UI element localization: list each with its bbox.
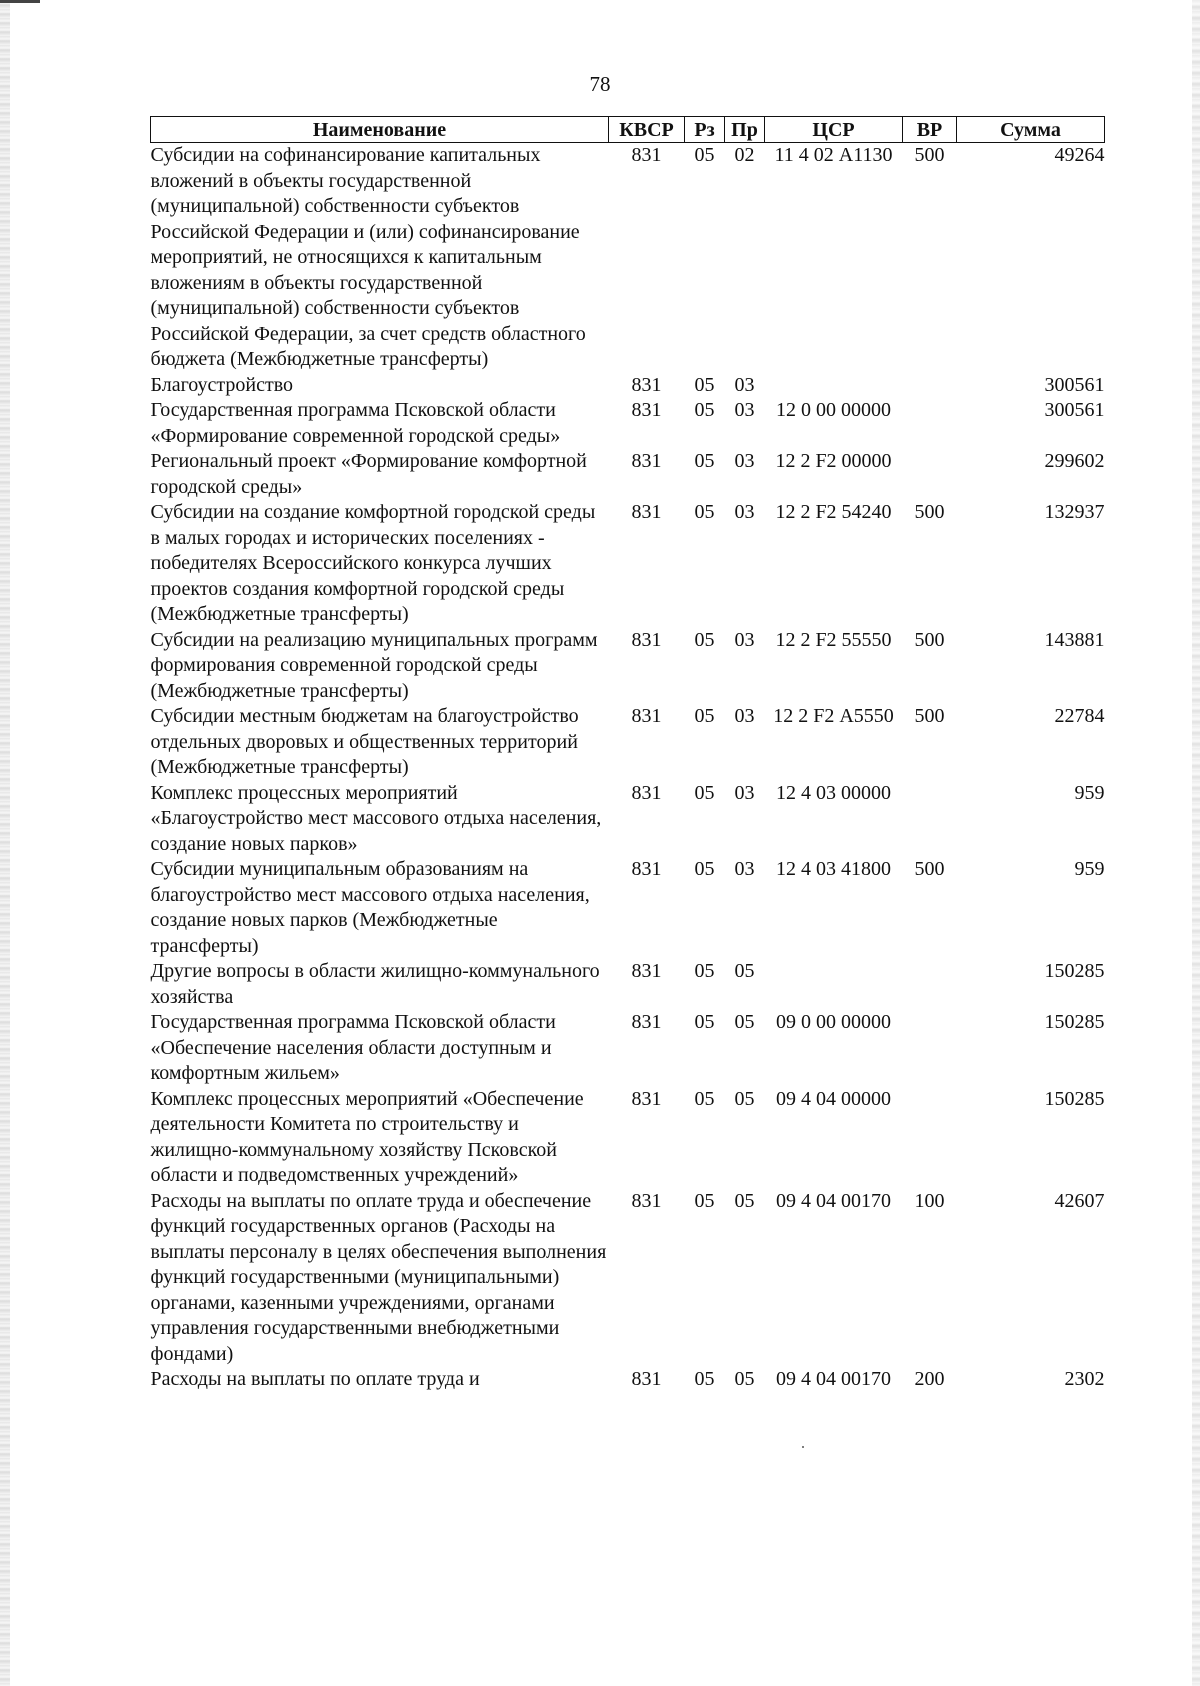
cell-name: Субсидии муниципальным образованиям на благоустройство мест массового отдыха населения, создание новых парков (Межбюджетные трансферты) xyxy=(150,858,590,957)
cell-vr xyxy=(903,398,957,449)
cell-pr: 05 xyxy=(734,1087,755,1110)
cell-name: Государственная программа Псковской области «Обеспечение населения области доступным и комфортным жильем» xyxy=(150,1011,556,1084)
cell-vr xyxy=(903,449,957,500)
header-pr: Пр xyxy=(725,117,765,143)
cell-sum: 299602 xyxy=(1044,450,1105,472)
cell-rz: 05 xyxy=(694,960,715,982)
cell-kvsr: 831 xyxy=(631,450,662,472)
cell-vr: 500 xyxy=(914,144,945,166)
table-row xyxy=(151,449,1105,500)
cell-pr: 03 xyxy=(734,373,755,396)
cell-pr: 03 xyxy=(734,858,755,880)
table-row xyxy=(151,959,1105,1010)
cell-sum: 143881 xyxy=(1044,628,1105,651)
budget-table xyxy=(150,116,1105,1393)
cell-sum: 300561 xyxy=(1044,399,1105,421)
cell-vr: 100 xyxy=(914,1189,945,1212)
cell-sum: 49264 xyxy=(1054,144,1105,166)
header-name: Наименование xyxy=(151,117,609,143)
cell-pr: 05 xyxy=(734,1368,755,1390)
cell-name: Субсидии местным бюджетам на благоустройство отдельных дворовых и общественных территорий (Межбюджетные трансферты) xyxy=(150,705,579,778)
cell-name: Региональный проект «Формирование комфортной городской среды» xyxy=(150,450,587,498)
cell-vr xyxy=(903,1010,957,1087)
cell-pr: 03 xyxy=(734,628,755,651)
cell-sum: 300561 xyxy=(1044,373,1105,396)
cell-csr xyxy=(765,959,903,1010)
cell-csr: 12 2 F2 54240 xyxy=(775,501,892,523)
cell-sum: 132937 xyxy=(1044,501,1105,523)
cell-kvsr: 831 xyxy=(631,1087,662,1110)
header-vr: ВР xyxy=(903,117,957,143)
cell-sum: 150285 xyxy=(1044,1011,1105,1033)
cell-csr: 12 4 03 41800 xyxy=(776,858,891,880)
cell-csr: 09 4 04 00170 xyxy=(776,1368,891,1390)
cell-vr xyxy=(903,959,957,1010)
cell-name: Субсидии на создание комфортной городской среды в малых городах и исторических поселениях - победителях Всероссийского конкурса лучших проектов создания комфортной городской среды (Межбюджетные трансферты) xyxy=(150,501,596,625)
cell-name: Расходы на выплаты по оплате труда и xyxy=(150,1368,480,1390)
cell-pr: 05 xyxy=(734,1189,755,1212)
cell-kvsr: 831 xyxy=(631,858,662,880)
table-row xyxy=(151,857,1105,959)
cell-rz: 05 xyxy=(694,1087,715,1110)
scan-edge-left xyxy=(0,0,10,1686)
cell-csr: 11 4 02 А1130 xyxy=(774,144,893,166)
cell-pr: 03 xyxy=(734,399,755,421)
cell-vr: 500 xyxy=(914,858,945,880)
cell-csr: 12 4 03 00000 xyxy=(776,781,891,804)
header-csr: ЦСР xyxy=(765,117,903,143)
table-body xyxy=(151,143,1105,1393)
scan-edge-right xyxy=(1192,0,1200,1686)
cell-csr: 12 0 00 00000 xyxy=(776,399,891,421)
cell-kvsr: 831 xyxy=(631,373,662,396)
cell-kvsr: 831 xyxy=(631,705,662,727)
cell-name: Расходы на выплаты по оплате труда и обеспечение функций государственных органов (Расходы на выплаты персоналу в целях обеспечения выполнения функций государственными (муниципальными) органами, казенными учреждениями, органами управления государственными внебюджетными фондами) xyxy=(150,1189,607,1365)
cell-name: Субсидии на софинансирование капитальных вложений в объекты государственной (муниципальной) собственности субъектов Российской Федерации и (или) софинансирование мероприятий, не относящихся к капитальным вложениям в объекты государственной (муниципальной) собственности субъектов Российской Федерации, за счет средств областного бюджета (Межбюджетные трансферты) xyxy=(150,144,586,370)
cell-rz: 05 xyxy=(694,1011,715,1033)
cell-vr: 500 xyxy=(914,705,945,727)
cell-kvsr: 831 xyxy=(631,399,662,421)
cell-kvsr: 831 xyxy=(631,1011,662,1033)
table-row xyxy=(151,1367,1105,1393)
cell-name: Субсидии на реализацию муниципальных программ формирования современной городской среды (Межбюджетные трансферты) xyxy=(150,628,598,702)
cell-csr xyxy=(765,373,903,399)
cell-sum: 959 xyxy=(1074,858,1105,880)
cell-sum: 150285 xyxy=(1044,960,1105,982)
page-number: 78 xyxy=(589,72,611,96)
cell-kvsr: 831 xyxy=(631,144,662,166)
cell-name: Государственная программа Псковской области «Формирование современной городской среды» xyxy=(150,399,561,447)
cell-name: Комплекс процессных мероприятий «Обеспечение деятельности Комитета по строительству и жилищно-коммунальному хозяйству Псковской области и подведомственных учреждений» xyxy=(150,1087,584,1186)
cell-kvsr: 831 xyxy=(631,960,662,982)
cell-rz: 05 xyxy=(694,628,715,651)
table-row xyxy=(151,628,1105,705)
cell-rz: 05 xyxy=(694,858,715,880)
cell-kvsr: 831 xyxy=(631,1368,662,1390)
cell-sum: 959 xyxy=(1074,781,1105,804)
table-row xyxy=(151,500,1105,628)
cell-vr: 200 xyxy=(914,1368,945,1390)
scan-top-mark xyxy=(0,0,40,3)
table-row xyxy=(151,1010,1105,1087)
cell-vr: 500 xyxy=(914,628,945,651)
cell-csr: 09 4 04 00000 xyxy=(776,1087,891,1110)
cell-rz: 05 xyxy=(694,501,715,523)
table-row xyxy=(151,1189,1105,1368)
cell-sum: 22784 xyxy=(1054,705,1105,727)
cell-pr: 02 xyxy=(734,144,755,166)
cell-vr xyxy=(903,1087,957,1189)
cell-csr: 12 2 F2 А5550 xyxy=(773,705,894,727)
cell-sum: 150285 xyxy=(1044,1087,1105,1110)
cell-csr: 12 2 F2 00000 xyxy=(775,450,892,472)
cell-kvsr: 831 xyxy=(631,1189,662,1212)
cell-sum: 42607 xyxy=(1054,1189,1105,1212)
cell-pr: 03 xyxy=(734,781,755,804)
table-row xyxy=(151,398,1105,449)
cell-pr: 05 xyxy=(734,1011,755,1033)
cell-sum: 2302 xyxy=(1064,1368,1105,1390)
cell-rz: 05 xyxy=(694,399,715,421)
scan-speck xyxy=(802,1446,804,1448)
cell-csr: 09 4 04 00170 xyxy=(776,1189,891,1212)
cell-kvsr: 831 xyxy=(631,628,662,651)
cell-rz: 05 xyxy=(694,144,715,166)
cell-pr: 03 xyxy=(734,705,755,727)
table-row xyxy=(151,143,1105,373)
cell-csr: 09 0 00 00000 xyxy=(776,1011,891,1033)
header-rz: Рз xyxy=(685,117,725,143)
cell-rz: 05 xyxy=(694,781,715,804)
cell-rz: 05 xyxy=(694,1189,715,1212)
cell-kvsr: 831 xyxy=(631,501,662,523)
cell-vr xyxy=(903,373,957,399)
header-kvsr: КВСР xyxy=(609,117,685,143)
cell-csr: 12 2 F2 55550 xyxy=(775,628,892,651)
table-header xyxy=(151,117,1105,143)
cell-pr: 03 xyxy=(734,501,755,523)
table-row xyxy=(151,373,1105,399)
cell-name: Благоустройство xyxy=(150,373,294,396)
header-sum: Сумма xyxy=(957,117,1105,143)
table-row xyxy=(151,1087,1105,1189)
cell-vr: 500 xyxy=(914,501,945,523)
cell-rz: 05 xyxy=(694,450,715,472)
table-row xyxy=(151,781,1105,858)
cell-vr xyxy=(903,781,957,858)
cell-pr: 05 xyxy=(734,960,755,982)
cell-rz: 05 xyxy=(694,373,715,396)
cell-name: Другие вопросы в области жилищно-коммунального хозяйства xyxy=(150,960,600,1008)
cell-name: Комплекс процессных мероприятий «Благоустройство мест массового отдыха населения, создание новых парков» xyxy=(150,781,602,855)
cell-kvsr: 831 xyxy=(631,781,662,804)
cell-pr: 03 xyxy=(734,450,755,472)
cell-rz: 05 xyxy=(694,1368,715,1390)
cell-rz: 05 xyxy=(694,705,715,727)
table-row xyxy=(151,704,1105,781)
header-row xyxy=(151,117,1105,143)
